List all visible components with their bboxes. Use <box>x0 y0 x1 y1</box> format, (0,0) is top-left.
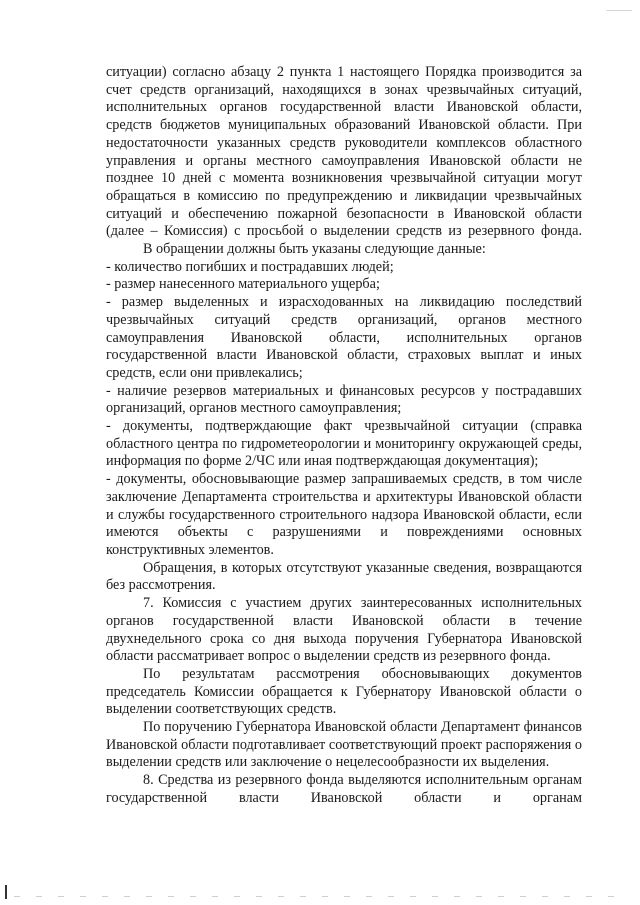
list-item: - количество погибших и пострадавших людей; <box>106 258 394 275</box>
list-item: - размер нанесенного материального ущерба; <box>106 276 380 293</box>
list-item: - документы, подтверждающие факт чрезвычайной ситуации (справка областного центра по гидрометеорологии и мониторингу окружающей среды, информация по форме 2/ЧС или иная подтверждающая документация); <box>106 418 582 470</box>
list-item: - наличие резервов материальных и финансовых ресурсов у пострадавших организаций, органов местного самоуправления; <box>106 382 582 417</box>
paragraph-item-7: 7. Комиссия с участием других заинтересованных исполнительных органов государственной власти Ивановской области в течение двухнедельного срока со дня выхода поручения Губернатора Ивановской области рассматривает вопрос о выделении средств из резервного фонда. <box>106 595 582 665</box>
scan-bottom-noise <box>14 896 614 897</box>
scan-corner-mark <box>606 10 632 11</box>
scan-edge-mark <box>5 885 7 899</box>
paragraph-appeal-data: В обращении должны быть указаны следующие данные: <box>143 241 486 258</box>
paragraph-item-8: 8. Средства из резервного фонда выделяются исполнительным органам государственной власти Ивановской области и органам <box>106 772 582 806</box>
paragraph-review-results: По результатам рассмотрения обосновывающих документов председатель Комиссии обращается к Губернатору Ивановской области о выделении соответствующих средств. <box>106 665 582 718</box>
paragraph-governor-order: По поручению Губернатора Ивановской области Департамент финансов Ивановской области подготавливает соответствующий проект распоряжения о выделении средств или заключение о нецелесообразности их выделения. <box>106 719 582 771</box>
paragraph-intro: ситуации) согласно абзацу 2 пункта 1 настоящего Порядка производится за счет средств организаций, находящихся в зонах чрезвычайных ситуаций, исполнительных органов государственной власти Ивановской области, средств бюджетов муниципальных образований Ивановской области. При недостаточности указанных средств руководители комплексов областного управления и органы местного самоуправления Ивановской области не позднее 10 дней с момента возникновения чрезвычайной ситуации могут обращаться в комиссию по предупреждению и ликвидации чрезвычайных ситуаций и обеспечению пожарной безопасности в Ивановской области (далее – Комиссия) с просьбой о выделении средств из резервного фонда. <box>106 64 582 240</box>
document-text <box>106 64 582 808</box>
list-item: - размер выделенных и израсходованных на ликвидацию последствий чрезвычайных ситуаций средств организаций, органов местного самоуправления Ивановской области, исполнительных органов государственной власти Ивановской области, страховых выплат и иных средств, если они привлекались; <box>106 294 582 381</box>
list-item: - документы, обосновывающие размер запрашиваемых средств, в том числе заключение Департамента строительства и архитектуры Ивановской области и службы государственного строительного надзора Ивановской области, если имеются объекты с разрушениями и повреждениями основных конструктивных элементов. <box>106 471 582 558</box>
paragraph-returned: Обращения, в которых отсутствуют указанные сведения, возвращаются без рассмотрения. <box>106 559 582 594</box>
